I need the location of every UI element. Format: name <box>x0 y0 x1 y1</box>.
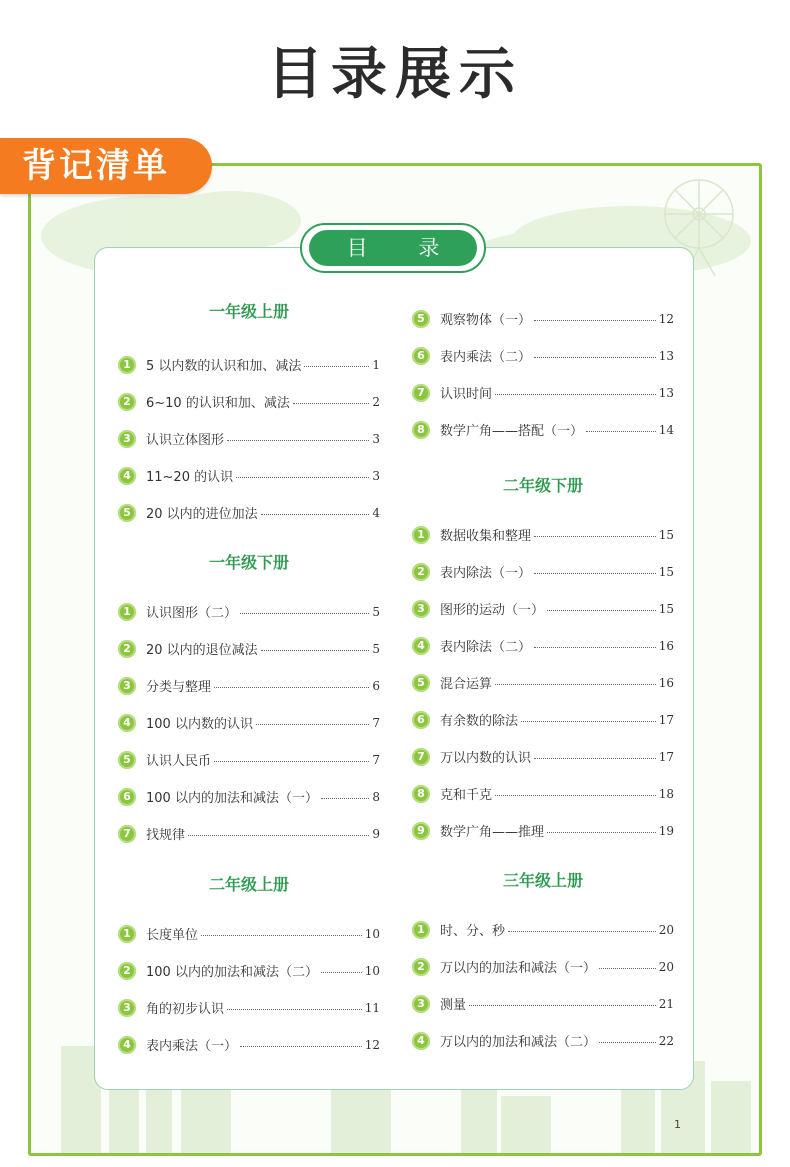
page-ref: 22 <box>658 1033 674 1048</box>
toc-entry[interactable] <box>118 989 380 1026</box>
page-ref: 3 <box>372 468 380 483</box>
toc-entry[interactable] <box>118 494 380 531</box>
page-ref: 7 <box>372 715 380 730</box>
page-ref: 20 <box>658 959 674 974</box>
toc-entry[interactable] <box>412 553 674 590</box>
chapter-title: 测量 <box>440 998 467 1013</box>
page-ref: 21 <box>658 996 674 1011</box>
page-ref: 7 <box>372 752 380 767</box>
toc-entry[interactable] <box>118 346 380 383</box>
toc-entry[interactable] <box>412 516 674 553</box>
chapter-number-badge: 7 <box>412 384 430 402</box>
toc-entry[interactable] <box>412 300 674 337</box>
chapter-title: 万以内的加法和减法（二） <box>440 1035 597 1050</box>
page-ref: 10 <box>364 963 380 978</box>
chapter-title: 数据收集和整理 <box>440 529 532 544</box>
toc-entry[interactable] <box>412 911 674 948</box>
page-ref: 10 <box>364 926 380 941</box>
page-ref: 11 <box>364 1000 380 1015</box>
chapter-title: 100 以内数的认识 <box>146 717 253 732</box>
toc-section <box>412 869 674 1059</box>
toc-entry[interactable] <box>118 778 380 815</box>
leader-dots <box>214 761 369 762</box>
page-ref: 15 <box>658 527 674 542</box>
section-title: 三年级上册 <box>502 871 583 890</box>
leader-dots <box>321 972 362 973</box>
chapter-title: 角的初步认识 <box>146 1002 225 1017</box>
toc-section <box>412 474 674 849</box>
page-ref: 16 <box>658 675 674 690</box>
page-ref: 15 <box>658 564 674 579</box>
leader-dots <box>521 721 656 722</box>
page-ref: 18 <box>658 786 674 801</box>
toc-entry[interactable] <box>118 815 380 852</box>
page-ref: 12 <box>658 311 674 326</box>
page-ref: 20 <box>658 922 674 937</box>
chapter-number-badge: 7 <box>412 748 430 766</box>
toc-entry[interactable] <box>118 593 380 630</box>
page-ref: 13 <box>658 348 674 363</box>
leader-dots <box>495 394 656 395</box>
page-ref: 3 <box>372 431 380 446</box>
chapter-number-badge: 3 <box>118 999 136 1017</box>
chapter-title: 100 以内的加法和减法（一） <box>146 791 318 806</box>
leader-dots <box>227 440 369 441</box>
chapter-title: 认识人民币 <box>146 754 212 769</box>
chapter-number-badge: 9 <box>412 822 430 840</box>
page-ref: 6 <box>372 678 380 693</box>
toc-entry[interactable] <box>412 664 674 701</box>
toc-entry[interactable] <box>118 457 380 494</box>
chapter-title: 万以内的加法和减法（一） <box>440 961 597 976</box>
chapter-title: 观察物体（一） <box>440 313 532 328</box>
chapter-number-badge: 6 <box>118 788 136 806</box>
toc-entry[interactable] <box>118 704 380 741</box>
toc-section <box>412 300 674 448</box>
chapter-number-badge: 4 <box>412 1032 430 1050</box>
toc-entry[interactable] <box>412 411 674 448</box>
leader-dots <box>321 798 369 799</box>
toc-entry[interactable] <box>118 667 380 704</box>
section-title: 二年级下册 <box>502 476 583 495</box>
chapter-number-badge: 2 <box>118 962 136 980</box>
toc-entry[interactable] <box>118 383 380 420</box>
chapter-title: 20 以内的进位加法 <box>146 507 258 522</box>
leader-dots <box>261 650 370 651</box>
chapter-number-badge: 5 <box>118 504 136 522</box>
chapter-number-badge: 1 <box>118 603 136 621</box>
chapter-number-badge: 5 <box>118 751 136 769</box>
leader-dots <box>599 968 656 969</box>
toc-entry[interactable] <box>118 741 380 778</box>
page-ref: 12 <box>364 1037 380 1052</box>
chapter-title: 11~20 的认识 <box>146 470 234 485</box>
chapter-title: 表内乘法（一） <box>146 1039 238 1054</box>
leader-dots <box>547 832 656 833</box>
leader-dots <box>599 1042 656 1043</box>
chapter-number-badge: 4 <box>118 1036 136 1054</box>
chapter-title: 6~10 的认识和加、减法 <box>146 396 290 411</box>
chapter-number-badge: 1 <box>118 925 136 943</box>
page-title: 目录展示 <box>267 42 523 107</box>
toc-section <box>118 873 380 1063</box>
leader-dots <box>495 684 656 685</box>
chapter-number-badge: 5 <box>412 310 430 328</box>
leader-dots <box>188 835 369 836</box>
chapter-number-badge: 3 <box>118 677 136 695</box>
chapter-number-badge: 4 <box>118 714 136 732</box>
chapter-title: 表内乘法（二） <box>440 350 532 365</box>
chapter-number-badge: 1 <box>118 356 136 374</box>
chapter-title: 找规律 <box>146 828 186 843</box>
chapter-title: 数学广角——推理 <box>440 825 545 840</box>
toc-section <box>118 300 380 531</box>
page-ref: 2 <box>372 394 380 409</box>
chapter-number-badge: 2 <box>118 640 136 658</box>
leader-dots <box>586 431 656 432</box>
chapter-number-badge: 2 <box>118 393 136 411</box>
section-title: 一年级下册 <box>208 553 289 572</box>
chapter-title: 100 以内的加法和减法（二） <box>146 965 318 980</box>
chapter-title: 表内除法（二） <box>440 640 532 655</box>
chapter-title: 万以内数的认识 <box>440 751 532 766</box>
leader-dots <box>236 477 369 478</box>
leader-dots <box>534 357 656 358</box>
toc-entry[interactable] <box>412 948 674 985</box>
chapter-number-badge: 5 <box>412 674 430 692</box>
page-ref: 16 <box>658 638 674 653</box>
toc-entry[interactable] <box>118 952 380 989</box>
page-ref: 4 <box>372 505 380 520</box>
chapter-title: 数学广角——搭配（一） <box>440 424 584 439</box>
chapter-number-badge: 1 <box>412 921 430 939</box>
page-ref: 15 <box>658 601 674 616</box>
leader-dots <box>534 536 656 537</box>
leader-dots <box>495 795 656 796</box>
chapter-title: 认识时间 <box>440 387 493 402</box>
leader-dots <box>240 613 369 614</box>
page-ref: 1 <box>372 357 380 372</box>
leader-dots <box>261 514 370 515</box>
chapter-number-badge: 4 <box>118 467 136 485</box>
toc-entry[interactable] <box>412 701 674 738</box>
leader-dots <box>469 1005 656 1006</box>
section-tag: 背记清单 <box>0 138 212 194</box>
toc-heading: 目 录 <box>309 230 477 266</box>
toc-entry[interactable] <box>412 590 674 627</box>
toc-entry[interactable] <box>412 374 674 411</box>
chapter-title: 5 以内数的认识和加、减法 <box>146 359 302 374</box>
chapter-title: 表内除法（一） <box>440 566 532 581</box>
chapter-number-badge: 8 <box>412 785 430 803</box>
leader-dots <box>293 403 370 404</box>
leader-dots <box>256 724 369 725</box>
section-title: 二年级上册 <box>208 875 289 894</box>
page-ref: 14 <box>658 422 674 437</box>
leader-dots <box>214 687 369 688</box>
chapter-title: 有余数的除法 <box>440 714 519 729</box>
leader-dots <box>201 935 362 936</box>
page-ref: 9 <box>372 826 380 841</box>
chapter-number-badge: 7 <box>118 825 136 843</box>
toc-entry[interactable] <box>412 738 674 775</box>
chapter-number-badge: 3 <box>412 600 430 618</box>
toc-section <box>118 551 380 852</box>
chapter-title: 克和千克 <box>440 788 493 803</box>
page-ref: 5 <box>372 604 380 619</box>
toc-entry[interactable] <box>412 627 674 664</box>
chapter-title: 时、分、秒 <box>440 924 506 939</box>
toc-entry[interactable] <box>118 420 380 457</box>
toc-entry[interactable] <box>412 812 674 849</box>
toc-entry[interactable] <box>118 630 380 667</box>
section-title: 一年级上册 <box>208 302 289 321</box>
chapter-title: 认识图形（二） <box>146 606 238 621</box>
chapter-title: 长度单位 <box>146 928 199 943</box>
chapter-number-badge: 2 <box>412 563 430 581</box>
toc-entry[interactable] <box>412 1022 674 1059</box>
leader-dots <box>227 1009 362 1010</box>
toc-entry[interactable] <box>412 985 674 1022</box>
leader-dots <box>534 647 656 648</box>
page-ref: 17 <box>658 749 674 764</box>
toc-entry[interactable] <box>412 337 674 374</box>
leader-dots <box>534 320 656 321</box>
leader-dots <box>304 366 369 367</box>
page-number: 1 <box>674 1118 681 1131</box>
toc-entry[interactable] <box>118 1026 380 1063</box>
page-ref: 19 <box>658 823 674 838</box>
toc-entry[interactable] <box>118 915 380 952</box>
chapter-number-badge: 1 <box>412 526 430 544</box>
chapter-title: 图形的运动（一） <box>440 603 545 618</box>
page-ref: 5 <box>372 641 380 656</box>
chapter-title: 分类与整理 <box>146 680 212 695</box>
chapter-number-badge: 6 <box>412 711 430 729</box>
chapter-number-badge: 6 <box>412 347 430 365</box>
chapter-number-badge: 3 <box>412 995 430 1013</box>
leader-dots <box>547 610 656 611</box>
leader-dots <box>240 1046 362 1047</box>
chapter-number-badge: 2 <box>412 958 430 976</box>
chapter-title: 20 以内的退位减法 <box>146 643 258 658</box>
chapter-title: 认识立体图形 <box>146 433 225 448</box>
leader-dots <box>534 758 656 759</box>
page-ref: 17 <box>658 712 674 727</box>
toc-entry[interactable] <box>412 775 674 812</box>
chapter-number-badge: 3 <box>118 430 136 448</box>
page-ref: 13 <box>658 385 674 400</box>
leader-dots <box>508 931 656 932</box>
page-ref: 8 <box>372 789 380 804</box>
chapter-title: 混合运算 <box>440 677 493 692</box>
leader-dots <box>534 573 656 574</box>
chapter-number-badge: 8 <box>412 421 430 439</box>
chapter-number-badge: 4 <box>412 637 430 655</box>
